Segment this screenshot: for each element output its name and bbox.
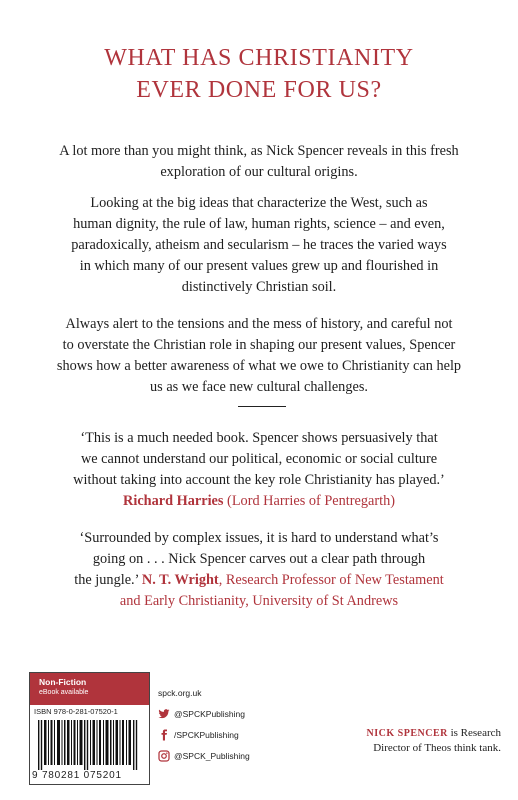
blurb-line: Looking at the big ideas that characterize the West, such as <box>90 195 428 211</box>
blurb-line: us as we face new cultural challenges. <box>150 379 368 395</box>
headline-line-1: WHAT HAS CHRISTIANITY <box>104 45 414 71</box>
twitter-icon <box>158 708 170 720</box>
barcode-digits: 9 780281 075201 <box>32 770 122 781</box>
author-bio-line-1 <box>333 726 501 741</box>
author-bio <box>333 726 501 756</box>
twitter-row <box>158 703 250 724</box>
category-banner <box>30 673 149 705</box>
quote-line: we cannot understand our political, economic or social culture <box>80 451 438 467</box>
author-bio-text: is Research <box>447 727 501 739</box>
facebook-handle[interactable]: /SPCKPublishing <box>174 729 239 740</box>
author-name: NICK SPENCER <box>366 728 448 739</box>
blurb-line: human dignity, the rule of law, human rights, science – and even, <box>73 216 445 232</box>
quote-line <box>28 570 490 591</box>
section-divider <box>238 406 286 407</box>
blurb-line: distinctively Christian soil. <box>181 279 337 295</box>
blurb-line: to overstate the Christian role in shaping our present values, Spencer <box>62 337 456 353</box>
quote-author-title: , Research Professor of New Testament <box>218 572 444 588</box>
blurb-paragraph-1 <box>28 141 490 183</box>
barcode <box>34 720 146 770</box>
category-label: Non-Fiction <box>39 677 87 687</box>
quote-author-title: (Lord Harries of Pentregarth) <box>223 493 395 509</box>
instagram-handle[interactable]: @SPCK_Publishing <box>174 750 250 761</box>
quote-attribution <box>28 491 490 512</box>
publisher-contacts <box>158 682 250 766</box>
blurb-line: shows how a better awareness of what we owe to Christianity can help <box>56 358 462 374</box>
review-quote-2 <box>28 528 490 612</box>
isbn-number: ISBN 978-0-281-07520-1 <box>34 707 118 716</box>
blurb-line: Always alert to the tensions and the mess of history, and careful not <box>65 316 453 332</box>
facebook-icon <box>158 729 170 741</box>
ebook-label: eBook available <box>39 689 89 696</box>
quote-author: Richard Harries <box>123 493 224 509</box>
back-cover-headline <box>0 42 518 106</box>
isbn-box <box>29 672 150 785</box>
blurb-paragraph-2 <box>28 193 490 298</box>
blurb-line: A lot more than you might think, as Nick Spencer reveals in this fresh <box>59 143 459 159</box>
quote-line: ‘Surrounded by complex issues, it is hard to understand what’s <box>79 530 439 546</box>
website-row <box>158 682 250 703</box>
blurb-line: in which many of our present values grew up and flourished in <box>79 258 439 274</box>
blurb-line: paradoxically, atheism and secularism – he traces the varied ways <box>71 237 447 253</box>
facebook-row <box>158 724 250 745</box>
instagram-icon <box>158 750 170 762</box>
quote-author-title: and Early Christianity, University of St Andrews <box>119 593 399 609</box>
instagram-row <box>158 745 250 766</box>
quote-text: the jungle.’ <box>74 572 142 588</box>
quote-line: ‘This is a much needed book. Spencer shows persuasively that <box>80 430 438 446</box>
quote-line: without taking into account the key role Christianity has played.’ <box>73 472 445 488</box>
headline-line-2: EVER DONE FOR US? <box>136 77 382 103</box>
quote-author: N. T. Wright <box>141 572 219 588</box>
twitter-handle[interactable]: @SPCKPublishing <box>174 708 245 719</box>
blurb-paragraph-3 <box>28 314 490 398</box>
website-link[interactable]: spck.org.uk <box>158 687 202 698</box>
author-bio-line-2: Director of Theos think tank. <box>373 742 501 754</box>
review-quote-1 <box>28 428 490 512</box>
blurb-line: exploration of our cultural origins. <box>160 164 358 180</box>
quote-line: going on . . . Nick Spencer carves out a clear path through <box>92 551 426 567</box>
